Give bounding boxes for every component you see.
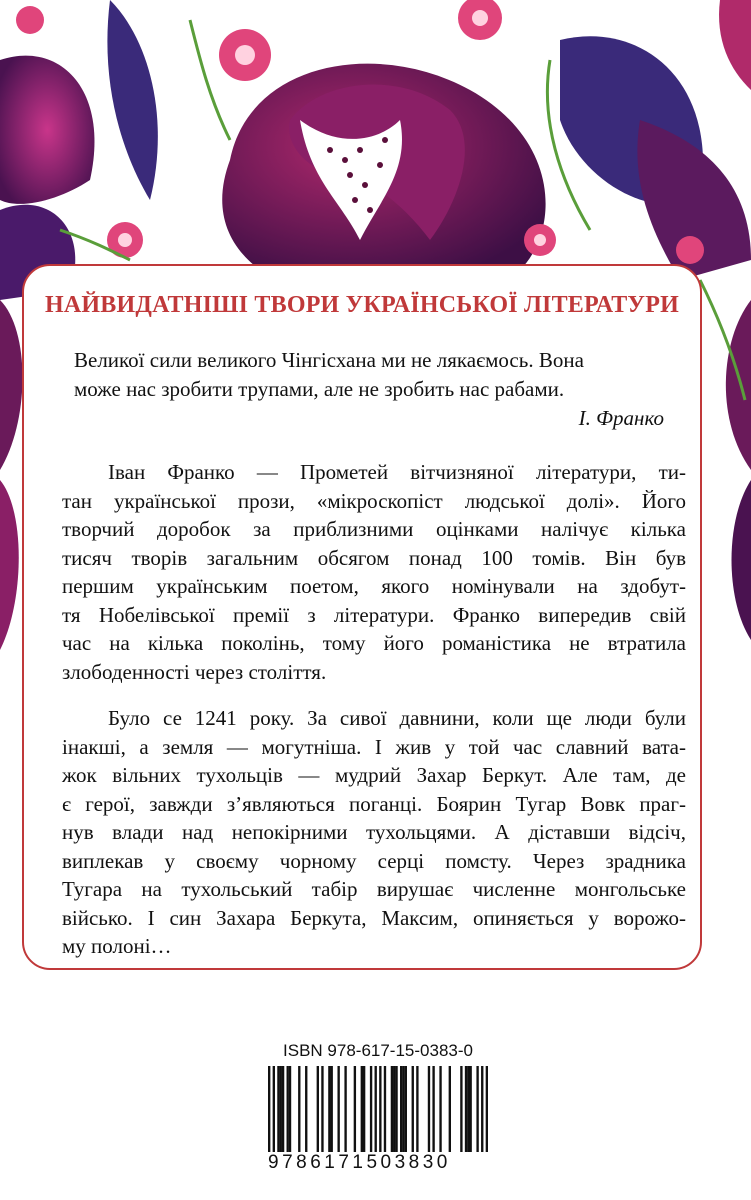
barcode-bar [391,1066,393,1152]
barcode-bar [375,1066,377,1152]
text-line: Іван Франко — Прометей вітчизняної літератури, ти- [108,460,686,484]
barcode-bar [317,1066,319,1152]
text-line: тан української прози, «мікроскопіст людської долі». Його [62,488,686,513]
barcode-bar [486,1066,488,1152]
text-line: виплекав у своєму чорному серці помсту. Через зрадника [62,848,686,873]
barcode-bar [321,1066,323,1152]
text-line: нув влади над непокірними тухольцями. А діставши відсіч, [62,820,686,844]
isbn-barcode [268,1066,488,1152]
epigraph [74,346,674,433]
barcode-bar [344,1066,346,1152]
barcode-bar [405,1066,407,1152]
text-panel [22,264,702,970]
barcode-bar [331,1066,333,1152]
barcode-bar [460,1066,462,1152]
barcode-bar [400,1066,402,1152]
barcode-bar [379,1066,381,1152]
isbn-label: ISBN 978-617-15-0383-0 [283,1041,473,1060]
barcode-bar [393,1066,395,1152]
text-line: жок вільних тухольців — мудрий Захар Беркут. Але там, де [62,763,686,787]
barcode-bar [428,1066,430,1152]
barcode-bar [402,1066,404,1152]
text-line: першим українським поетом, якого номінували на здобут- [62,574,686,598]
barcode-bar [287,1066,289,1152]
central-flower [222,64,545,270]
barcode-bar [273,1066,275,1152]
barcode-bar [467,1066,469,1152]
barcode-bar [280,1066,282,1152]
text-line: Тугара на тухольський табір вирушає численне монгольське [62,877,686,901]
text-line: му полоні… [62,934,172,958]
barcode-bar [481,1066,483,1152]
paragraph-author-intro [62,458,686,686]
barcode-bar [328,1066,330,1152]
epigraph-line: може нас зробити трупами, але не зробить нас рабами. [74,377,565,401]
barcode-bar [268,1066,270,1152]
barcode-bar [363,1066,365,1152]
barcode-bar [298,1066,300,1152]
barcode-bar [305,1066,307,1152]
epigraph-author: І. Франко [578,406,664,430]
barcode-bar [289,1066,291,1152]
text-line: є герої, завжди з’являються поганці. Боярин Тугар Вовк праг- [62,791,686,816]
barcode-bar [277,1066,279,1152]
barcode-bar [384,1066,386,1152]
barcode-bar [354,1066,356,1152]
text-line: час на кілька поколінь, тому його романістика не втратила [62,631,686,655]
text-line: військо. І син Захара Беркута, Максим, опиняється у ворожо- [62,905,686,930]
barcode-bar [469,1066,471,1152]
barcode-bar [476,1066,478,1152]
text-line: тя Нобелівської премії з літератури. Франко випередив свій [62,602,686,627]
barcode-bar [416,1066,418,1152]
paragraph-synopsis [62,704,686,961]
barcode-bar [449,1066,451,1152]
barcode-bar [465,1066,467,1152]
barcode-bar [395,1066,397,1152]
text-line: інакші, а земля — могутніша. І жив у той час славний ватa- [62,734,686,759]
text-line: Було се 1241 року. За сивої давнини, коли ще люди були [108,706,686,730]
barcode-bar [282,1066,284,1152]
series-title: НАЙВИДАТНІШІ ТВОРИ УКРАЇНСЬКОЇ ЛІТЕРАТУРИ [45,292,679,318]
barcode-bar [337,1066,339,1152]
text-line: злободенності через століття. [62,659,327,684]
barcode-bar [370,1066,372,1152]
text-line: творчий доробок за приблизними оцінками налічує кілька [62,517,686,541]
text-line: тисяч творів загальним обсягом понад 100 томів. Він був [62,545,686,570]
barcode-bar [412,1066,414,1152]
barcode-bar [432,1066,434,1152]
barcode-digits: 9786171503830 [268,1152,451,1173]
barcode-bar [439,1066,441,1152]
barcode-bar [361,1066,363,1152]
epigraph-line: Великої сили великого Чінгісхана ми не лякаємось. Вона [74,348,584,372]
